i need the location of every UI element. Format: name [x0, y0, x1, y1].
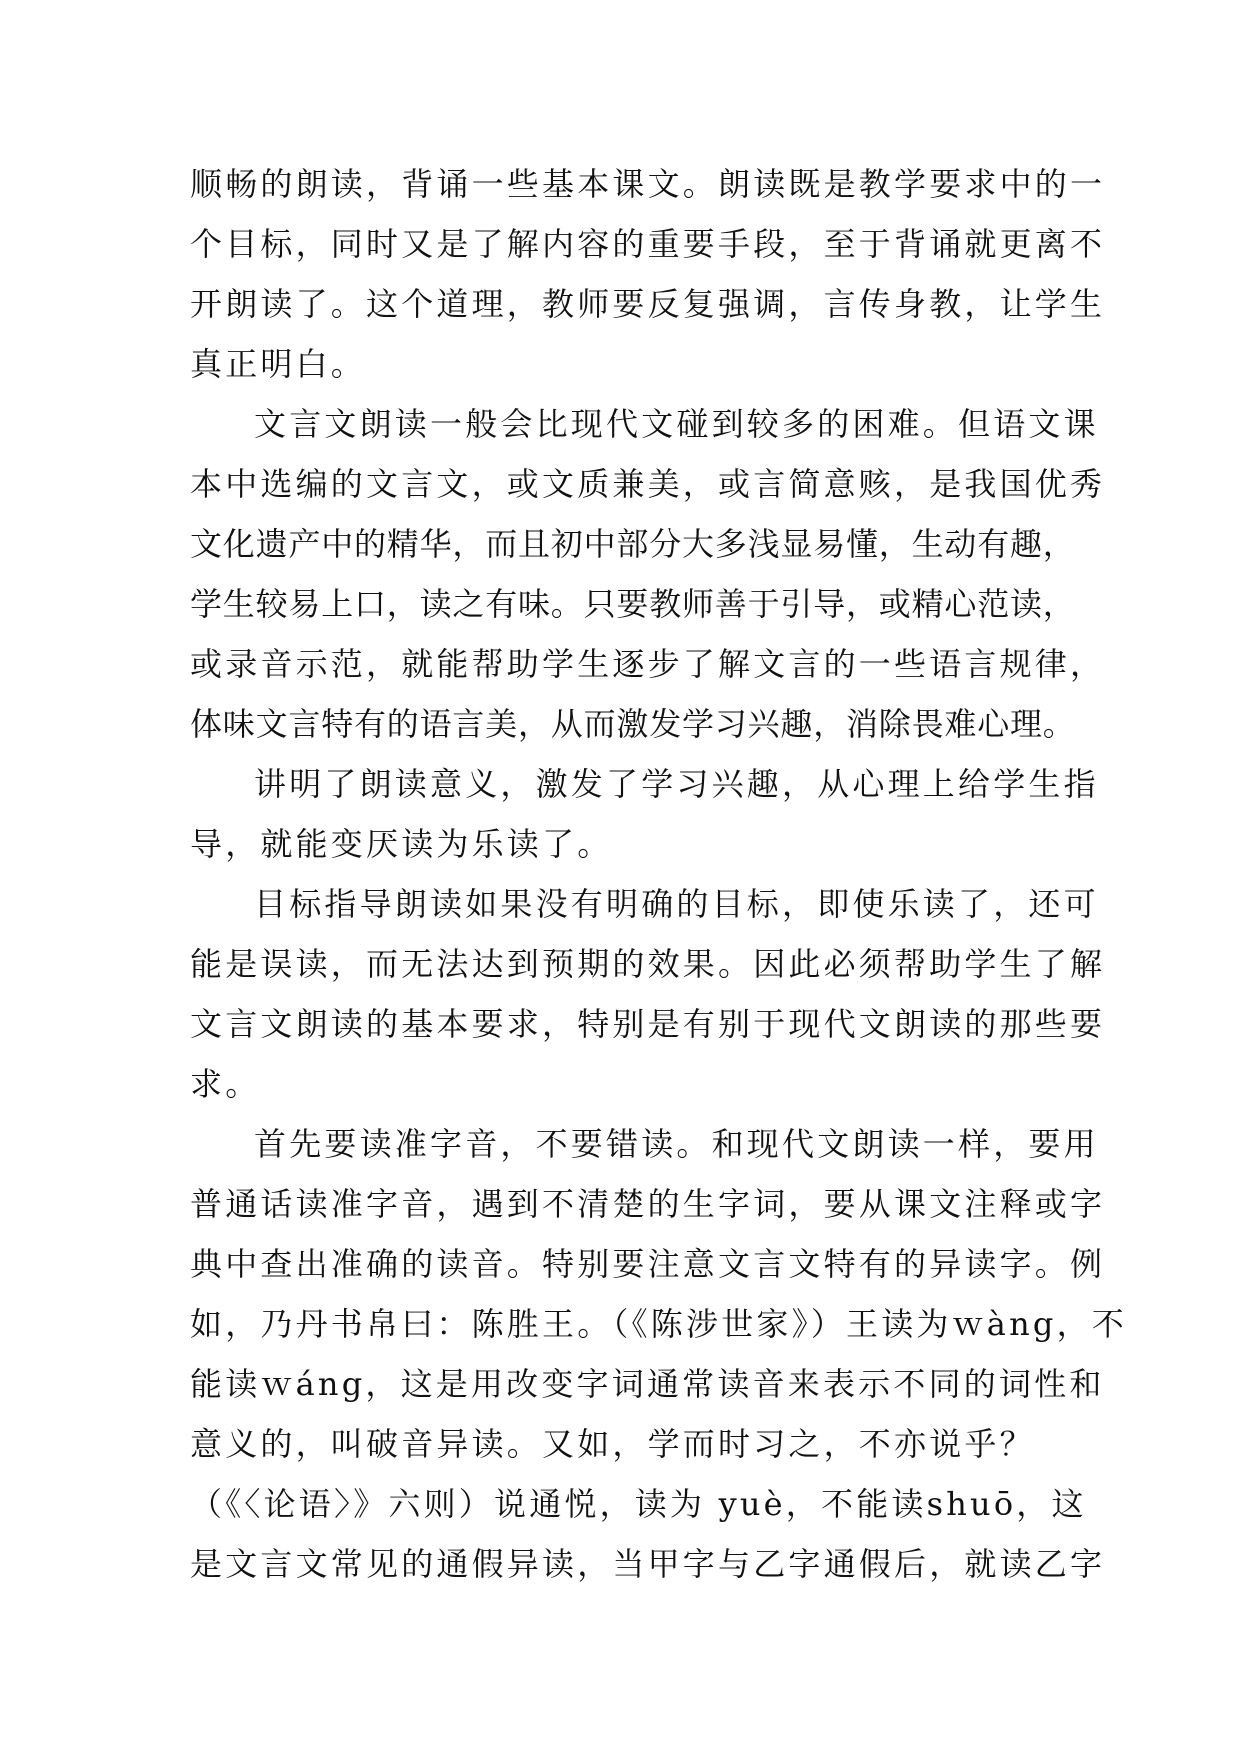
text-line: 文化遗产中的精华，而且初中部分大多浅显易懂，生动有趣， — [190, 525, 1076, 563]
text-line: 是文言文常见的通假异读，当甲字与乙字通假后，就读乙字 — [190, 1545, 1106, 1583]
text-line: 个目标，同时又是了解内容的重要手段，至于背诵就更离不 — [190, 225, 1106, 263]
text-line: 如，乃丹书帛曰：陈胜王。（《陈涉世家》）王读为ｗàng，不 — [190, 1305, 1127, 1343]
text-line: 开朗读了。这个道理，教师要反复强调，言传身教，让学生 — [190, 285, 1106, 323]
text-line: 能读ｗáng，这是用改变字词通常读音来表示不同的词性和 — [190, 1365, 1105, 1403]
text-line: 能是误读，而无法达到预期的效果。因此必须帮助学生了解 — [190, 945, 1106, 983]
text-line: 顺畅的朗读，背诵一些基本课文。朗读既是教学要求中的一 — [190, 165, 1106, 203]
text-line: 学生较易上口，读之有味。只要教师善于引导，或精心范读， — [190, 585, 1076, 623]
body-text — [190, 154, 1127, 1594]
text-line: 文言文朗读一般会比现代文碰到较多的困难。但语文课 — [254, 405, 1099, 443]
text-line: 意义的，叫破音异读。又如，学而时习之，不亦说乎？ — [190, 1425, 1035, 1463]
text-line: （《〈论语〉》六则）说通悦，读为 yuè，不能读shuō，这 — [190, 1485, 1087, 1523]
text-line: 首先要读准字音，不要错读。和现代文朗读一样，要用 — [254, 1125, 1099, 1163]
text-line: 目标指导朗读如果没有明确的目标，即使乐读了，还可 — [254, 885, 1099, 923]
text-line: 真正明白。 — [190, 345, 367, 383]
text-line: 体味文言特有的语言美，从而激发学习兴趣，消除畏难心理。 — [190, 705, 1076, 743]
text-line: 讲明了朗读意义，激发了学习兴趣，从心理上给学生指 — [254, 765, 1099, 803]
text-line: 或录音示范，就能帮助学生逐步了解文言的一些语言规律， — [190, 645, 1106, 683]
text-line: 文言文朗读的基本要求，特别是有别于现代文朗读的那些要 — [190, 1005, 1106, 1043]
text-line: 典中查出准确的读音。特别要注意文言文特有的异读字。例 — [190, 1245, 1106, 1283]
text-line: 求。 — [190, 1065, 261, 1103]
text-line: 本中选编的文言文，或文质兼美，或言简意赅，是我国优秀 — [190, 465, 1106, 503]
text-line: 导，就能变厌读为乐读了。 — [190, 825, 613, 863]
text-line: 普通话读准字音，遇到不清楚的生字词，要从课文注释或字 — [190, 1185, 1106, 1223]
